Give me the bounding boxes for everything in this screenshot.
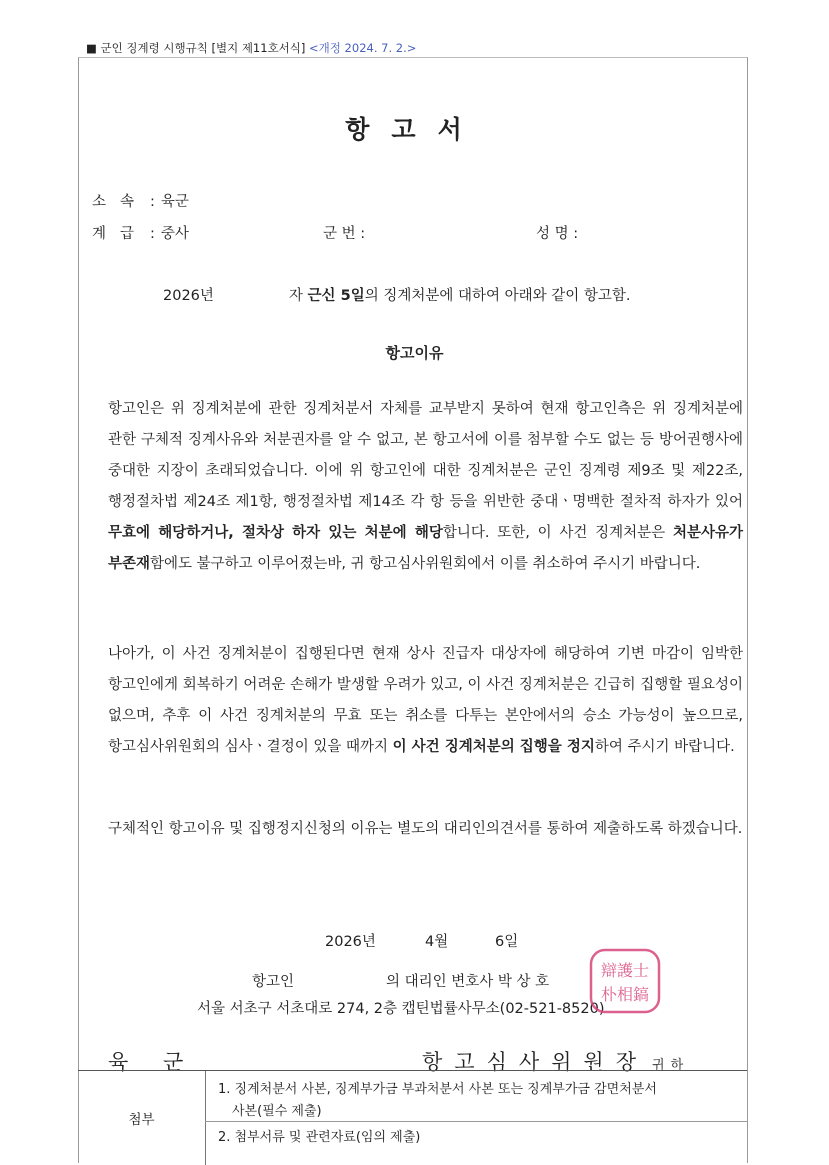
attachments-label: 첨부	[78, 1071, 206, 1165]
reason-paragraph-1: 항고인은 위 징계처분에 관한 징계처분서 자체를 교부받지 못하여 현재 항고인측은 위 징계처분에 관한 구체적 징계사유와 처분권자를 알 수 없고, 본 항고서에 이를 첨부할 수도 없는 등 방어권행사에 중대한 지장이 초래되었습니다. 이에 위 항고인에 대한 징계처분은 군인 징계령 제9조 및 제22조, 행정절차법 제24조 제1항, 행정절차법 제14조 각 항 등을 위반한 중대ㆍ명백한 절차적 하자가 있어 무효에 해당하거나, 절차상 하자 있는 처분에 해당합니다. 또한, 이 사건 징계처분은 처분사유가 부존재함에도 불구하고 이루어졌는바, 귀 항고심사위원회에서 이를 취소하여 주시기 바랍니다.	[108, 401, 743, 572]
appellant-label: 항고인	[252, 974, 295, 990]
attachments-table	[78, 1070, 747, 1165]
rank-row: 계급 : 중사	[92, 222, 189, 243]
affiliation-value: 육군	[160, 194, 189, 210]
form-reference	[86, 40, 416, 56]
signature-line	[252, 970, 549, 991]
intro-line: 2026년 자 근신 5일의 징계처분에 대하여 아래와 같이 항고함.	[163, 288, 631, 304]
svg-text:朴相鎬: 朴相鎬	[600, 985, 650, 1004]
addressee-title: 항고심사위원장	[422, 1050, 649, 1074]
attachment-item-2: 2. 첨부서류 및 관련자료(임의 제출)	[218, 1130, 421, 1145]
agent-address: 서울 서초구 서초대로 274, 2층 캡틴법률사무소(02-521-8520)	[197, 1001, 605, 1017]
service-number-label: 군 번 :	[323, 226, 366, 242]
attachment-item-1-cont: 사본(필수 제출)	[232, 1104, 322, 1119]
rank-label: 계급	[92, 226, 149, 242]
honorific: 귀하	[652, 1058, 690, 1073]
agent-text: 의 대리인 변호사 박 상 호	[386, 974, 550, 990]
svg-text:辯護士: 辯護士	[600, 961, 650, 980]
reason-paragraph-3: 구체적인 항고이유 및 집행정지신청의 이유는 별도의 대리인의견서를 통하여 제출하도록 하겠습니다.	[108, 821, 743, 837]
affiliation-label: 소속	[92, 194, 149, 210]
attachments-items	[218, 1079, 657, 1149]
document-title: 항고서	[345, 115, 484, 144]
form-ref-text: ■ 군인 징계령 시행규칙 [별지 제11호서식]	[86, 41, 306, 55]
date-year: 2026년	[325, 934, 376, 950]
addressee-org: 육 군	[108, 1050, 198, 1074]
lawyer-seal-icon	[587, 946, 663, 1016]
attachment-item-1: 1. 징계처분서 사본, 징계부가금 부과처분서 사본 또는 징계부가금 감면처분서	[218, 1082, 657, 1097]
revision-text: <개정 2024. 7. 2.>	[309, 41, 417, 55]
name-label: 성 명 :	[536, 226, 579, 242]
intro-year: 2026년	[163, 288, 214, 304]
rank-value: 중사	[160, 226, 189, 242]
affiliation-row: 소속 : 육군	[92, 190, 189, 211]
reason-paragraph-2: 나아가, 이 사건 징계처분이 집행된다면 현재 상사 진급자 대상자에 해당하여 기변 마감이 임박한 항고인에게 회복하기 어려운 손해가 발생할 우려가 있고, 이 사건 징계처분은 긴급히 집행할 필요성이 없으며, 추후 이 사건 징계처분의 무효 또는 취소를 다투는 본안에서의 승소 가능성이 높으므로, 항고심사위원회의 심사ㆍ결정이 있을 때까지 이 사건 징계처분의 집행을 정지하여 주시기 바랍니다.	[108, 646, 743, 755]
date-month: 4월	[425, 934, 449, 950]
attachments-divider	[205, 1121, 747, 1122]
date-day: 6일	[495, 934, 519, 950]
penalty-text: 근신 5일	[307, 288, 365, 304]
reason-heading: 항고이유	[385, 344, 444, 362]
